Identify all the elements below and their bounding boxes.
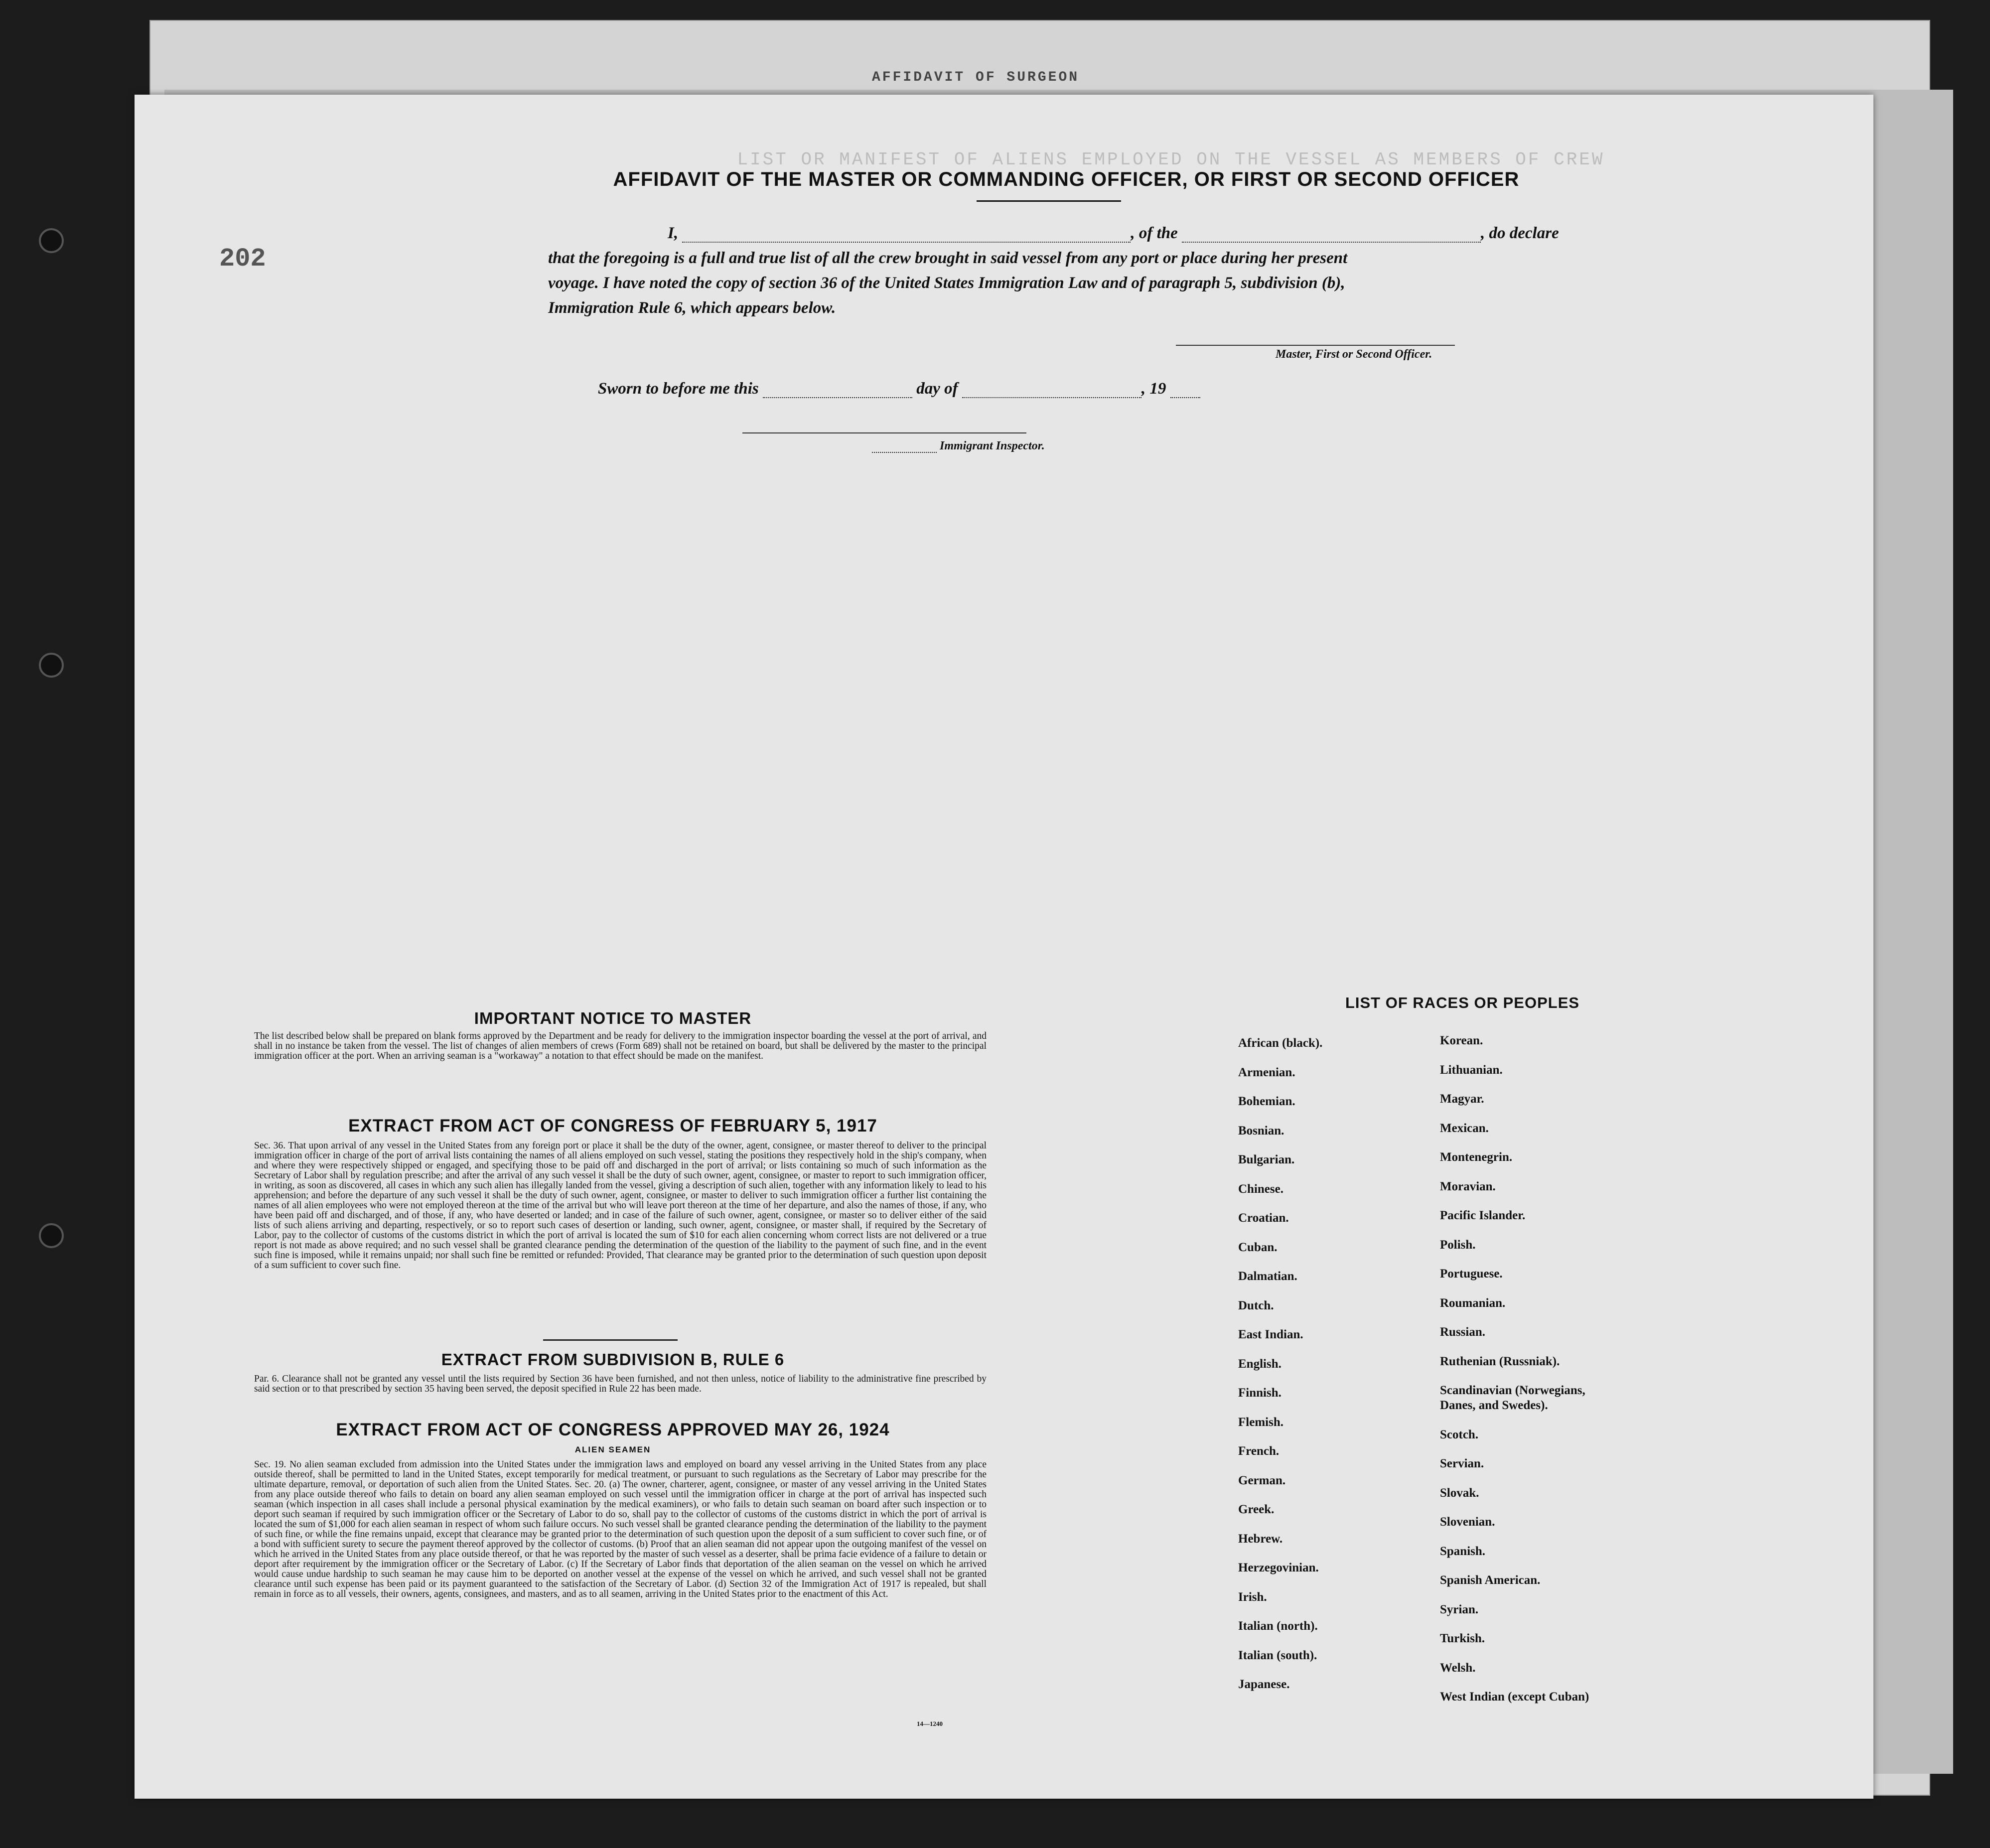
race-item: Slovak. (1440, 1486, 1479, 1500)
race-item: Servian. (1440, 1457, 1484, 1470)
race-item: Scotch. (1440, 1427, 1479, 1441)
extract-1924-body: Sec. 19. No alien seaman excluded from admission into the United States under the immigration laws and employed on board any vessel arriving in the United States from any place outside thereof, shall be permitted to land in the United States, except temporarily for medical treatment, or pursuant to such regulations as the Secretary of Labor may prescribe for the ultimate departure, removal, or deportation of such alien from the United States. Sec. 20. (a) The owner, charterer, agent, consignee, or master of any vessel arriving in the United States from any place outside thereof who fails to detain on board any alien seaman employed on such vessel until the immigration officer in charge at the port of arrival has inspected such seaman (which inspection in all cases shall include a personal physical examination by the medical examiners), or who fails to detain such seaman on board after such inspection or to deport such seaman if required by such immigration officer or the Secretary of Labor to do so, shall pay to the collector of customs of the customs district in which the port of arrival is located the sum of $1,000 for each alien seaman in respect of whom such failure occurs. No such vessel shall be granted clearance pending the determination of the liability to the payment of such fine, or while the fine remains unpaid, except that clearance may be granted prior to the determination of such question upon the deposit of a sum sufficient to cover such fine, or of a bond with sufficient surety to secure the payment thereof approved by the collector of customs. (b) Proof that an alien seaman did not appear upon the outgoing manifest of the vessel on which he arrived in the United States from any place outside thereof, or that he was reported by the master of such vessel as a deserter, shall be prima facie evidence of a failure to detain or deport after requirement by the immigration officer or the Secretary of Labor. (c) If the Secretary of Labor finds that deportation of the alien seaman on the vessel on which he arrived would cause undue hardship to such seaman he may cause him to be deported on another vessel at the expense of the vessel on which he arrived, and such vessel shall not be granted clearance until such expense has been paid or its payment guaranteed to the satisfaction of the Secretary of Labor. (d) Section 32 of the Immigration Act of 1917 is repealed, but shall remain in force as to all vessels, their owners, agents, consignees, and masters, and as to all seamen, arriving in the United States prior to the enactment of this Act. (254, 1460, 987, 1599)
race-item: Italian (south). (1238, 1648, 1317, 1662)
race-item: Bosnian. (1238, 1124, 1284, 1137)
subdivision-b-title: EXTRACT FROM SUBDIVISION B, RULE 6 (441, 1350, 785, 1369)
vessel-blank[interactable] (1182, 242, 1481, 243)
sworn-text: Sworn to before me this (598, 380, 759, 398)
race-item: Herzegovinian. (1238, 1561, 1319, 1574)
declaration-declare: , do declare (1481, 224, 1559, 242)
race-item: Spanish. (1440, 1544, 1486, 1558)
affidavit-page (135, 95, 1873, 1799)
declaration-i: I, (668, 224, 679, 242)
inspector-caption-text: Immigrant Inspector. (940, 439, 1045, 452)
race-item: Flemish. (1238, 1415, 1283, 1429)
binder-hole-3 (39, 1223, 64, 1248)
notice-title: IMPORTANT NOTICE TO MASTER (474, 1009, 752, 1027)
sworn-year-blank[interactable] (1170, 397, 1200, 398)
race-item: Armenian. (1238, 1065, 1295, 1079)
race-item: Hebrew. (1238, 1532, 1283, 1546)
race-item: Bulgarian. (1238, 1153, 1295, 1166)
master-signature-caption: Master, First or Second Officer. (1276, 348, 1432, 361)
race-item: Bohemian. (1238, 1095, 1295, 1108)
race-item: Welsh. (1440, 1661, 1476, 1675)
race-item: Chinese. (1238, 1182, 1283, 1196)
extract-1924-subtitle: ALIEN SEAMEN (574, 1445, 651, 1454)
race-item: Portuguese. (1440, 1267, 1503, 1280)
declaration-line-4: Immigration Rule 6, which appears below. (548, 299, 836, 317)
subdivision-b-body: Par. 6. Clearance shall not be granted any vessel until the lists required by Section 36 have been furnished, and not then unless, notice of liability to the administrative fine prescribed by said section or to that prescribed by section 35 having been served, the deposit specified in Rule 22 has been made. (254, 1374, 987, 1394)
race-item: Turkish. (1440, 1632, 1485, 1645)
declaration-of-the: , of the (1131, 224, 1178, 242)
back-header: AFFIDAVIT OF SURGEON (872, 70, 1080, 85)
race-item: Italian (north). (1238, 1619, 1318, 1633)
sworn-day-of: day of (916, 380, 958, 398)
extract-1917-title: EXTRACT FROM ACT OF CONGRESS OF FEBRUARY 5, 1917 (348, 1116, 877, 1136)
sworn-month-blank[interactable] (962, 397, 1141, 398)
inspector-prefix-dots (872, 445, 937, 453)
race-item: English. (1238, 1357, 1281, 1371)
race-item: Cuban. (1238, 1240, 1278, 1254)
race-item: Finnish. (1238, 1386, 1281, 1400)
race-item: Polish. (1440, 1238, 1476, 1252)
binder-hole-2 (39, 653, 64, 678)
race-item: Magyar. (1440, 1092, 1484, 1106)
race-item: Lithuanian. (1440, 1063, 1503, 1077)
affidavit-title: AFFIDAVIT OF THE MASTER OR COMMANDING OFFICER, OR FIRST OR SECOND OFFICER (613, 168, 1520, 190)
race-item: Irish. (1238, 1590, 1267, 1604)
race-item: Spanish American. (1440, 1573, 1541, 1587)
race-item: Slovenian. (1440, 1515, 1495, 1529)
inspector-signature-line[interactable] (742, 432, 1026, 433)
race-item: Moravian. (1440, 1179, 1496, 1193)
race-item: Russian. (1440, 1325, 1486, 1339)
declaration-line-1 (548, 224, 1559, 243)
race-item: Scandinavian (Norwegians, (1440, 1384, 1585, 1397)
sworn-line (598, 380, 1200, 398)
race-item: Montenegrin. (1440, 1150, 1513, 1164)
race-item: Ruthenian (Russniak). (1440, 1354, 1560, 1368)
race-item: Greek. (1238, 1503, 1275, 1516)
race-item: West Indian (except Cuban) (1440, 1690, 1589, 1704)
race-item: Dutch. (1238, 1298, 1274, 1312)
race-item: Croatian. (1238, 1211, 1289, 1225)
form-number: 14—1240 (917, 1720, 943, 1727)
race-item: African (black). (1238, 1036, 1323, 1050)
declaration-line-3: voyage. I have noted the copy of section 36 of the United States Immigration Law and of paragraph 5, subdivision (b), (548, 274, 1345, 292)
race-item: Roumanian. (1440, 1296, 1506, 1310)
master-signature-line[interactable] (1176, 345, 1455, 346)
race-item: Japanese. (1238, 1678, 1290, 1691)
name-blank[interactable] (682, 242, 1131, 243)
extract-1917-body: Sec. 36. That upon arrival of any vessel in the United States from any foreign port or place it shall be the duty of the owner, agent, consignee, or master thereof to deliver to the principal immigration officer in charge of the port of arrival lists containing the names of all aliens employed on such vessel, stating the positions they respectively hold in the ship's company, when and where they were respectively shipped or engaged, and specifying those to be paid off and discharged in the port of arrival; or lists containing so much of such information as the Secretary of Labor shall by regulation prescribe; and after the arrival of any such vessel it shall be the duty of such owner, agent, consignee, or master to report to such immigration officer, in writing, as soon as discovered, all cases in which any such alien has illegally landed from the vessel, giving a description of such alien, together with any information likely to lead to his apprehension; and before the departure of any such vessel it shall be the duty of such owner, agent, consignee, or master to deliver to such immigration officer a further list containing the names of all alien employees who were not employed thereon at the time of the arrival but who will leave port thereon at the time of her departure, and also the names of those, if any, who have been paid off and discharged, and of those, if any, who have deserted or landed; and in case of the failure of such owner, agent, consignee, or master so to deliver either of the said lists of such aliens arriving and departing, respectively, or so to report such cases of desertion or landing, such owner, agent, consignee, or master shall, if required by the Secretary of Labor, pay to the collector of customs of the customs district in which the port of arrival is located the sum of $10 for each alien concerning whom correct lists are not delivered or a true report is not made as above required; and no such vessel shall be granted clearance pending the determination of the question of the liability to the payment of such fine, and in the event such fine is imposed, while it remains unpaid; nor shall such fine be remitted or refunded: Provided, That clearance may be granted prior to the determination of such question upon deposit of a sum sufficient to cover such fine. (254, 1141, 987, 1271)
race-item: Mexican. (1440, 1121, 1489, 1135)
sworn-year: , 19 (1141, 380, 1166, 398)
declaration-line-2: that the foregoing is a full and true list of all the crew brought in said vessel from any port or place during her present (548, 249, 1348, 267)
race-item: Pacific Islander. (1440, 1209, 1526, 1222)
race-item: Danes, and Swedes). (1440, 1399, 1548, 1412)
extract-1924-title: EXTRACT FROM ACT OF CONGRESS APPROVED MAY 26, 1924 (336, 1420, 890, 1439)
inspector-caption (872, 439, 1045, 453)
page-number: 202 (219, 244, 266, 274)
race-item: East Indian. (1238, 1328, 1303, 1341)
race-item: German. (1238, 1473, 1286, 1487)
races-title: LIST OF RACES OR PEOPLES (1345, 994, 1580, 1011)
title-rule (977, 200, 1121, 202)
race-item: French. (1238, 1444, 1279, 1458)
sworn-date-blank[interactable] (763, 397, 912, 398)
notice-body: The list described below shall be prepared on blank forms approved by the Department and be ready for delivery to the immigration inspector boarding the vessel at the port of arrival, and shall in no instance be taken from the vessel. The list of changes of alien members of crews (Form 689) shall not be retained on board, but shall be delivered by the master to the principal immigration officer at the port. When an arriving seaman is a "workaway" a notation to that effect should be made on the manifest. (254, 1031, 987, 1061)
binder-hole-1 (39, 228, 64, 253)
back-manifest-title: LIST OR MANIFEST OF ALIENS EMPLOYED ON THE VESSEL AS MEMBERS OF CREW (737, 149, 1605, 170)
rule-1 (543, 1339, 678, 1341)
race-item: Syrian. (1440, 1602, 1479, 1616)
race-item: Dalmatian. (1238, 1270, 1297, 1283)
race-item: Korean. (1440, 1034, 1483, 1047)
